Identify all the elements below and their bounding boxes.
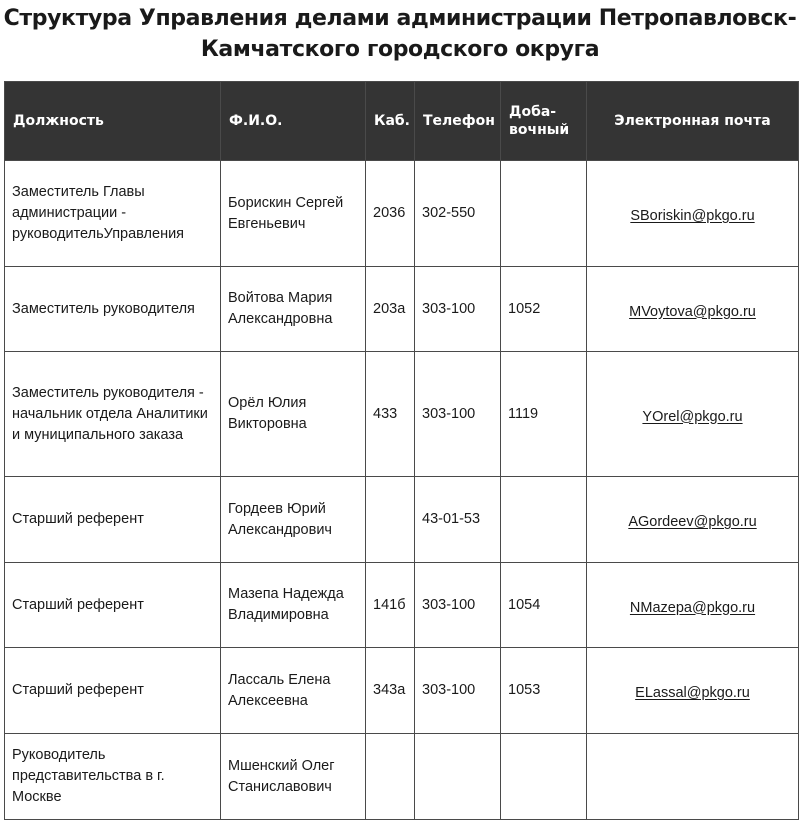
cell-room: 343а xyxy=(366,648,415,734)
table-row xyxy=(5,477,799,563)
cell-name: Мшенский Олег Станиславович xyxy=(221,734,366,820)
cell-room: 203а xyxy=(366,267,415,352)
cell-room xyxy=(366,734,415,820)
cell-phone: 302-550 xyxy=(415,161,501,267)
table-header-row xyxy=(5,82,799,161)
cell-email xyxy=(587,267,799,352)
cell-ext xyxy=(501,161,587,267)
header-phone: Телефон xyxy=(415,82,501,161)
header-room: Каб. xyxy=(366,82,415,161)
cell-ext xyxy=(501,477,587,563)
cell-position: Старший референт xyxy=(5,477,221,563)
header-email: Электронная почта xyxy=(587,82,799,161)
cell-phone: 303-100 xyxy=(415,352,501,477)
table-row xyxy=(5,648,799,734)
cell-phone xyxy=(415,734,501,820)
title-line-2: Камчатского городского округа xyxy=(200,37,600,62)
cell-name: Лассаль Елена Алексеевна xyxy=(221,648,366,734)
cell-room xyxy=(366,477,415,563)
cell-position: Заместитель руководителя - начальник отдела Аналитики и муниципального заказа xyxy=(5,352,221,477)
cell-position: Заместитель Главы администрации - руководительУправления xyxy=(5,161,221,267)
cell-phone: 303-100 xyxy=(415,267,501,352)
cell-name: Мазепа Надежда Владимировна xyxy=(221,563,366,648)
email-link[interactable]: ELassal@pkgo.ru xyxy=(635,685,750,701)
cell-email xyxy=(587,161,799,267)
cell-ext: 1053 xyxy=(501,648,587,734)
cell-email xyxy=(587,477,799,563)
cell-name: Войтова Мария Александровна xyxy=(221,267,366,352)
header-ext: Доба-вочный xyxy=(501,82,587,161)
email-link[interactable]: SBoriskin@pkgo.ru xyxy=(630,208,755,224)
cell-name: Орёл Юлия Викторовна xyxy=(221,352,366,477)
cell-room: 2036 xyxy=(366,161,415,267)
email-link[interactable]: YOrel@pkgo.ru xyxy=(642,408,743,425)
cell-ext: 1052 xyxy=(501,267,587,352)
table-row xyxy=(5,352,799,477)
header-name: Ф.И.О. xyxy=(221,82,366,161)
email-link[interactable]: NMazepa@pkgo.ru xyxy=(629,599,756,616)
cell-email xyxy=(587,734,799,820)
cell-name: Гордеев Юрий Александрович xyxy=(221,477,366,563)
cell-ext: 1054 xyxy=(501,563,587,648)
cell-phone: 303-100 xyxy=(415,648,501,734)
cell-position: Старший референт xyxy=(5,563,221,648)
header-position: Должность xyxy=(5,82,221,161)
cell-position: Руководитель представительства в г. Москве xyxy=(5,734,221,820)
table-row xyxy=(5,563,799,648)
table-row xyxy=(5,734,799,820)
cell-ext xyxy=(501,734,587,820)
cell-email xyxy=(587,563,799,648)
title-line-1: Структура Управления делами администрации Петропавловск- xyxy=(3,6,797,31)
staff-table xyxy=(4,81,799,820)
cell-phone: 303-100 xyxy=(415,563,501,648)
email-link[interactable]: AGordeev@pkgo.ru xyxy=(628,514,757,530)
cell-room: 433 xyxy=(366,352,415,477)
table-row xyxy=(5,161,799,267)
cell-email xyxy=(587,648,799,734)
cell-room: 141б xyxy=(366,563,415,648)
cell-ext: 1119 xyxy=(501,352,587,477)
cell-position: Заместитель руководителя xyxy=(5,267,221,352)
table-row xyxy=(5,267,799,352)
cell-phone: 43-01-53 xyxy=(415,477,501,563)
cell-email xyxy=(587,352,799,477)
cell-name: Борискин Сергей Евгеньевич xyxy=(221,161,366,267)
cell-position: Старший референт xyxy=(5,648,221,734)
page-title xyxy=(0,0,800,73)
email-link[interactable]: MVoytova@pkgo.ru xyxy=(629,303,756,320)
